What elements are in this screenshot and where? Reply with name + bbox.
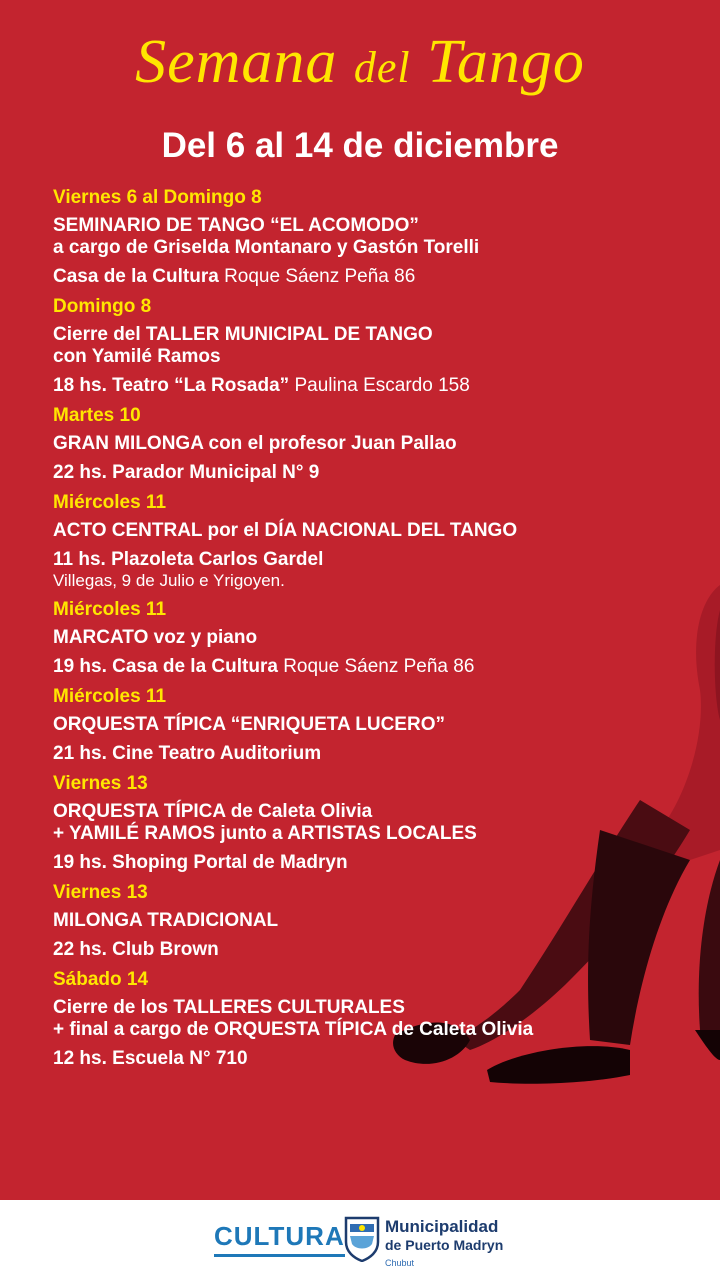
program-list — [53, 186, 653, 1077]
event-location — [53, 939, 653, 961]
event-description: + YAMILÉ RAMOS junto a ARTISTAS LOCALES — [53, 823, 477, 844]
event-time-venue: 11 hs. Plazoleta Carlos Gardel — [53, 549, 324, 570]
event-time-venue: 12 hs. Escuela N° 710 — [53, 1048, 248, 1069]
event-location — [53, 656, 653, 678]
event-day: Sábado 14 — [53, 969, 149, 990]
event-description: MARCATO voz y piano — [53, 627, 258, 648]
event-description: Cierre de los TALLERES CULTURALES — [53, 997, 405, 1018]
cultura-logo: CULTURA — [214, 1218, 345, 1257]
event-day: Miércoles 11 — [53, 599, 167, 620]
event-item — [53, 772, 653, 874]
event-location — [53, 1048, 653, 1070]
event-description: GRAN MILONGA con el profesor Juan Pallao — [53, 433, 457, 454]
event-time-venue: 19 hs. Shoping Portal de Madryn — [53, 852, 348, 873]
event-description: ORQUESTA TÍPICA de Caleta Olivia — [53, 801, 373, 822]
event-item — [53, 685, 653, 765]
event-item — [53, 491, 653, 591]
event-item — [53, 881, 653, 961]
event-address: Roque Sáenz Peña 86 — [283, 656, 475, 677]
event-description: + final a cargo de ORQUESTA TÍPICA de Caleta Olivia — [53, 1019, 534, 1040]
event-time-venue: Casa de la Cultura — [53, 266, 219, 287]
event-description: con Yamilé Ramos — [53, 346, 221, 367]
title-word-semana: Semana — [135, 28, 338, 96]
event-day: Viernes 13 — [53, 882, 148, 903]
event-address: Villegas, 9 de Julio e Yrigoyen. — [53, 571, 285, 590]
muni-line-2: de Puerto Madryn — [385, 1237, 504, 1253]
event-day: Viernes 13 — [53, 773, 148, 794]
event-description: ACTO CENTRAL por el DÍA NACIONAL DEL TANGO — [53, 520, 518, 541]
event-location — [53, 375, 653, 397]
event-time-venue: 22 hs. Club Brown — [53, 939, 219, 960]
event-time-venue: 18 hs. Teatro “La Rosada” — [53, 375, 290, 396]
event-location — [53, 549, 653, 571]
event-time-venue: 22 hs. Parador Municipal N° 9 — [53, 462, 320, 483]
event-description: SEMINARIO DE TANGO “EL ACOMODO” — [53, 215, 419, 236]
municipality-logo-text — [385, 1218, 503, 1272]
event-address: Roque Sáenz Peña 86 — [224, 266, 416, 287]
title-word-del: del — [353, 43, 411, 92]
event-day: Miércoles 11 — [53, 686, 167, 707]
event-day: Domingo 8 — [53, 296, 152, 317]
event-location — [53, 266, 653, 288]
event-location — [53, 852, 653, 874]
title-word-tango: Tango — [427, 28, 585, 96]
event-location — [53, 462, 653, 484]
event-day: Viernes 6 al Domingo 8 — [53, 187, 262, 208]
event-day: Miércoles 11 — [53, 492, 167, 513]
event-time-venue: 21 hs. Cine Teatro Auditorium — [53, 743, 322, 764]
muni-line-1: Municipalidad — [385, 1217, 499, 1236]
municipality-crest-icon — [342, 1214, 382, 1262]
event-item — [53, 295, 653, 397]
event-description: Cierre del TALLER MUNICIPAL DE TANGO — [53, 324, 433, 345]
event-item — [53, 186, 653, 288]
muni-line-3: Chubut — [385, 1258, 415, 1268]
event-title — [0, 22, 720, 108]
event-description: MILONGA TRADICIONAL — [53, 910, 279, 931]
event-time-venue: 19 hs. Casa de la Cultura — [53, 656, 278, 677]
event-address: Paulina Escardo 158 — [294, 375, 470, 396]
event-item — [53, 598, 653, 678]
event-description: ORQUESTA TÍPICA “ENRIQUETA LUCERO” — [53, 714, 445, 735]
event-location — [53, 743, 653, 765]
event-dates: Del 6 al 14 de diciembre — [161, 126, 559, 165]
event-item — [53, 404, 653, 484]
event-item — [53, 968, 653, 1070]
event-day: Martes 10 — [53, 405, 141, 426]
footer — [0, 1200, 720, 1280]
event-description: a cargo de Griselda Montanaro y Gastón Torelli — [53, 237, 480, 258]
